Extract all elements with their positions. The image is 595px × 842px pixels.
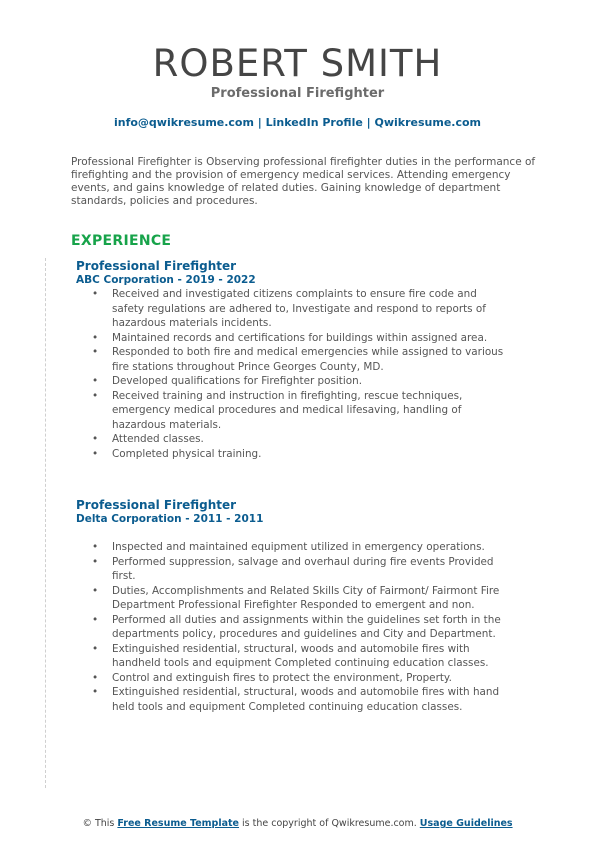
email-link[interactable]: info@qwikresume.com — [113, 116, 254, 129]
bullet-item: • Completed physical training. — [76, 447, 506, 462]
bullet-item: • Performed suppression, salvage and overhaul during fire events Provided first. — [76, 555, 506, 584]
job-bullets — [76, 540, 506, 714]
job-title: Professional Firefighter — [76, 259, 237, 273]
bullet-item: • Received and investigated citizens complaints to ensure fire code and safety regulations are adhered to, Investigate and respond to reports of hazardous materials incidents. — [76, 287, 506, 331]
usage-guidelines-link[interactable]: Usage Guidelines — [419, 818, 513, 829]
candidate-name: ROBERT SMITH — [152, 42, 443, 85]
bullet-item: • Received training and instruction in firefighting, rescue techniques, emergency medical procedures and medical lifesaving, handling of hazardous materials. — [76, 389, 506, 433]
footer-middle: is the copyright of Qwikresume.com. — [239, 818, 420, 829]
experience-heading: EXPERIENCE — [71, 233, 172, 249]
bullet-item: • Responded to both fire and medical emergencies while assigned to various fire stations throughout Prince Georges County, MD. — [76, 345, 506, 374]
footer-copyright — [0, 818, 595, 829]
job-title: Professional Firefighter — [76, 498, 237, 512]
job-entry — [76, 259, 506, 461]
linkedin-link[interactable]: LinkedIn Profile — [265, 116, 363, 129]
bullet-item: • Performed all duties and assignments within the guidelines set forth in the departments policy, procedures and guidelines and City and Department. — [76, 613, 506, 642]
bullet-item: • Maintained records and certifications for buildings within assigned area. — [76, 331, 506, 346]
website-link[interactable]: Qwikresume.com — [374, 116, 482, 129]
job-bullets — [76, 287, 506, 461]
summary-paragraph: Professional Firefighter is Observing professional firefighter duties in the performance of firefighting and the provision of emergency medical services. Attending emergency events, and gains knowledge of related duties. Gaining knowledge of department standards, policies and procedures. — [71, 156, 536, 207]
contact-separator: | — [362, 116, 375, 129]
footer-prefix: © This — [82, 818, 118, 829]
bullet-item: • Developed qualifications for Firefighter position. — [76, 374, 506, 389]
bullet-item: • Duties, Accomplishments and Related Skills City of Fairmont/ Fairmont Fire Department Professional Firefighter Responded to emergent and non. — [76, 584, 506, 613]
bullet-item: • Extinguished residential, structural, woods and automobile fires with hand held tools and equipment Completed continuing education classes. — [76, 685, 506, 714]
contact-line — [0, 116, 595, 129]
bullet-item: • Inspected and maintained equipment utilized in emergency operations. — [76, 540, 506, 555]
bullet-item: • Attended classes. — [76, 432, 506, 447]
contact-separator: | — [253, 116, 266, 129]
candidate-title: Professional Firefighter — [210, 86, 385, 101]
job-company: Delta Corporation - 2011 - 2011 — [76, 513, 264, 525]
bullet-item: • Control and extinguish fires to protect the environment, Property. — [76, 671, 506, 686]
bullet-item: • Extinguished residential, structural, woods and automobile fires with handheld tools and equipment Completed continuing education classes. — [76, 642, 506, 671]
free-resume-template-link[interactable]: Free Resume Template — [117, 818, 239, 829]
job-company: ABC Corporation - 2019 - 2022 — [76, 274, 256, 286]
timeline-divider — [45, 258, 46, 788]
job-entry — [76, 498, 506, 714]
